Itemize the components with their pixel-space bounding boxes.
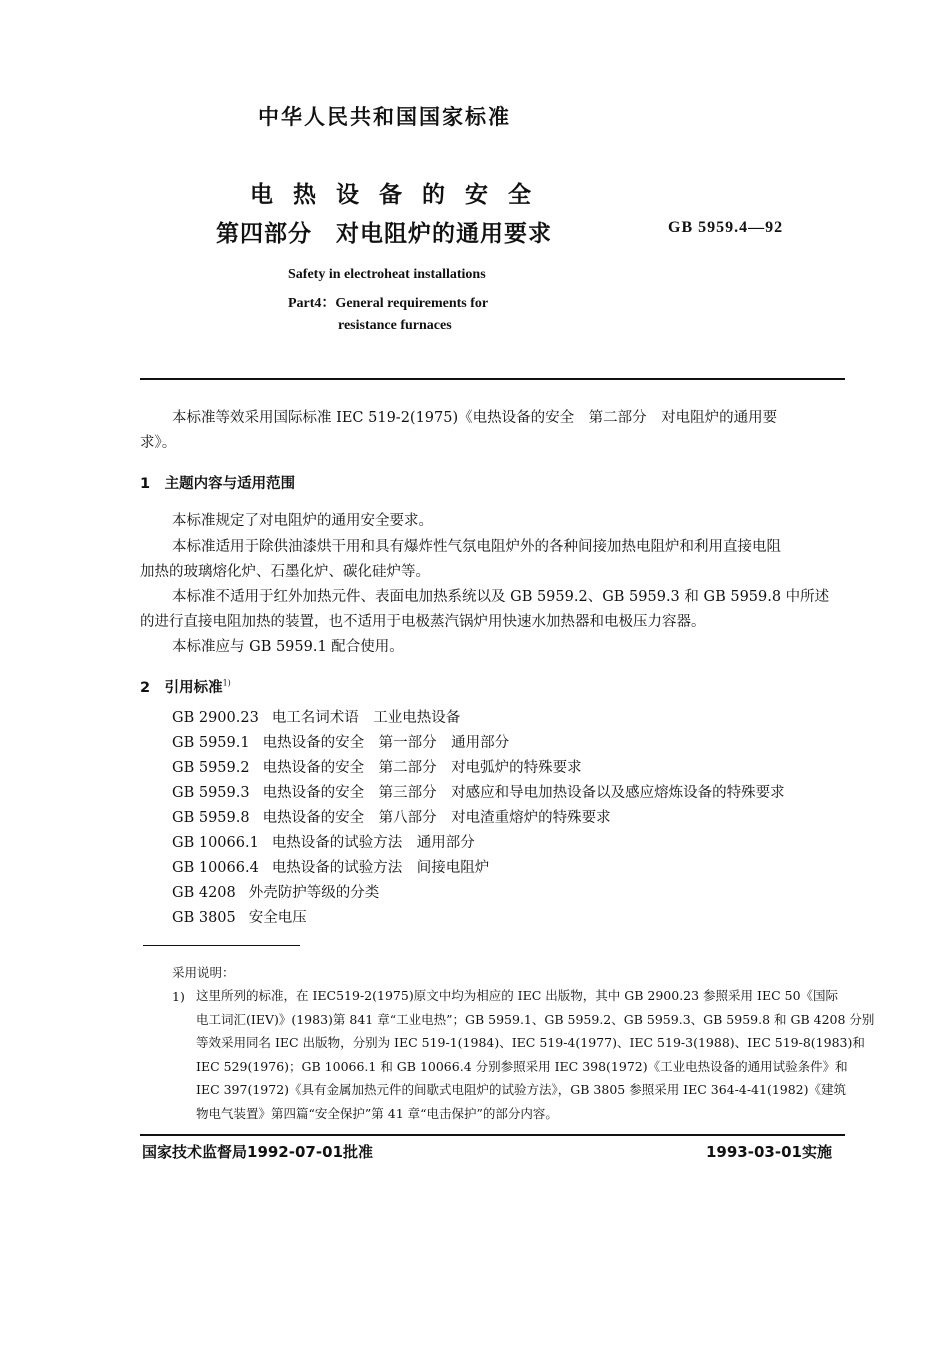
reference-title: 电热设备的安全 第八部分 对电渣重熔炉的特殊要求	[262, 810, 611, 826]
section1-para4: 本标准应与 GB 5959.1 配合使用。	[172, 639, 404, 655]
reference-code: GB 3805	[172, 910, 236, 926]
approval-line: 国家技术监督局1992-07-01批准	[142, 1143, 373, 1161]
reference-row	[172, 883, 379, 903]
standard-code: GB 5959.4—92	[668, 219, 784, 236]
reference-row	[172, 708, 460, 728]
reference-code: GB 10066.4	[172, 860, 259, 876]
footnote-line: 这里所列的标准，在 IEC519-2(1975)原文中均为相应的 IEC 出版物，其中 GB 2900.23 参照采用 IEC 50《国际	[196, 988, 839, 1003]
reference-title: 电热设备的试验方法 通用部分	[271, 835, 475, 851]
reference-title: 电工名词术语 工业电热设备	[271, 710, 461, 726]
national-standard-heading: 中华人民共和国国家标准	[258, 105, 511, 129]
reference-row	[172, 833, 475, 853]
section1-para2-line2: 加热的玻璃熔化炉、石墨化炉、碳化硅炉等。	[140, 564, 430, 580]
section2-heading: 2 引用标准	[140, 680, 223, 696]
footnote-line: 电工词汇(IEV)》(1983)第 841 章“工业电热”；GB 5959.1、GB 5959.2、GB 5959.3、GB 5959.8 和 GB 4208 分别	[196, 1011, 875, 1027]
section1-para3-line2: 的进行直接电阻加热的装置，也不适用于电极蒸汽锅炉用快速水加热器和电极压力容器。	[140, 614, 706, 630]
reference-code: GB 5959.8	[172, 810, 250, 826]
title-en-line3: resistance furnaces	[338, 318, 452, 333]
footer-divider	[140, 1134, 845, 1136]
title-en-line1: Safety in electroheat installations	[288, 267, 486, 282]
reference-code: GB 10066.1	[172, 835, 259, 851]
header-divider	[140, 378, 845, 380]
reference-row	[172, 783, 785, 803]
reference-row	[172, 808, 611, 828]
reference-title: 电热设备的安全 第三部分 对感应和导电加热设备以及感应熔炼设备的特殊要求	[262, 785, 785, 801]
section1-para2-line1: 本标准适用于除供油漆烘干用和具有爆炸性气氛电阻炉外的各种间接加热电阻炉和利用直接电阻	[172, 539, 781, 555]
footnote-divider	[143, 945, 300, 946]
reference-code: GB 5959.2	[172, 760, 250, 776]
reference-title: 外壳防护等级的分类	[248, 885, 380, 901]
reference-title: 安全电压	[248, 910, 307, 926]
section2-footnote-marker: 1)	[222, 678, 231, 688]
footnote-line: IEC 529(1976)；GB 10066.1 和 GB 10066.4 分别参照采用 IEC 398(1972)《工业电热设备的通用试验条件》和	[196, 1058, 848, 1074]
footnote-line: IEC 397(1972)《具有金属加热元件的间歇式电阻炉的试验方法》，GB 3805 参照采用 IEC 364-4-41(1982)《建筑	[196, 1082, 847, 1097]
section1-para1: 本标准规定了对电阻炉的通用安全要求。	[172, 513, 433, 529]
footnote-line: 等效采用同名 IEC 出版物，分别为 IEC 519-1(1984)、IEC 519-4(1977)、IEC 519-3(1988)、IEC 519-8(1983)和	[196, 1035, 865, 1050]
title-cn-line1: 电 热 设 备 的 安 全	[250, 182, 538, 208]
reference-row	[172, 758, 582, 778]
reference-title: 电热设备的试验方法 间接电阻炉	[271, 860, 490, 876]
title-cn-line2: 第四部分 对电阻炉的通用要求	[216, 221, 552, 247]
reference-code: GB 5959.3	[172, 785, 250, 801]
intro-line2: 求》。	[140, 435, 177, 451]
reference-code: GB 4208	[172, 885, 236, 901]
reference-row	[172, 908, 307, 928]
footnote-line: 物电气装置》第四篇“安全保护”第 41 章“电击保护”的部分内容。	[196, 1105, 558, 1121]
reference-row	[172, 858, 489, 878]
reference-code: GB 5959.1	[172, 735, 250, 751]
effective-date-line: 1993-03-01实施	[706, 1143, 832, 1161]
footnote-label: 采用说明：	[172, 965, 235, 980]
reference-row	[172, 733, 509, 753]
footnote-marker: 1)	[172, 989, 185, 1004]
section1-heading: 1 主题内容与适用范围	[140, 476, 296, 492]
title-en-line2: Part4：General requirements for	[288, 296, 489, 311]
reference-code: GB 2900.23	[172, 710, 259, 726]
section1-para3-line1: 本标准不适用于红外加热元件、表面电加热系统以及 GB 5959.2、GB 5959.3 和 GB 5959.8 中所述	[172, 589, 830, 605]
section2-heading-wrap	[140, 676, 231, 697]
reference-title: 电热设备的安全 第一部分 通用部分	[262, 735, 510, 751]
intro-line1: 本标准等效采用国际标准 IEC 519-2(1975)《电热设备的安全 第二部分 对电阻炉的通用要	[172, 410, 778, 426]
reference-title: 电热设备的安全 第二部分 对电弧炉的特殊要求	[262, 760, 582, 776]
